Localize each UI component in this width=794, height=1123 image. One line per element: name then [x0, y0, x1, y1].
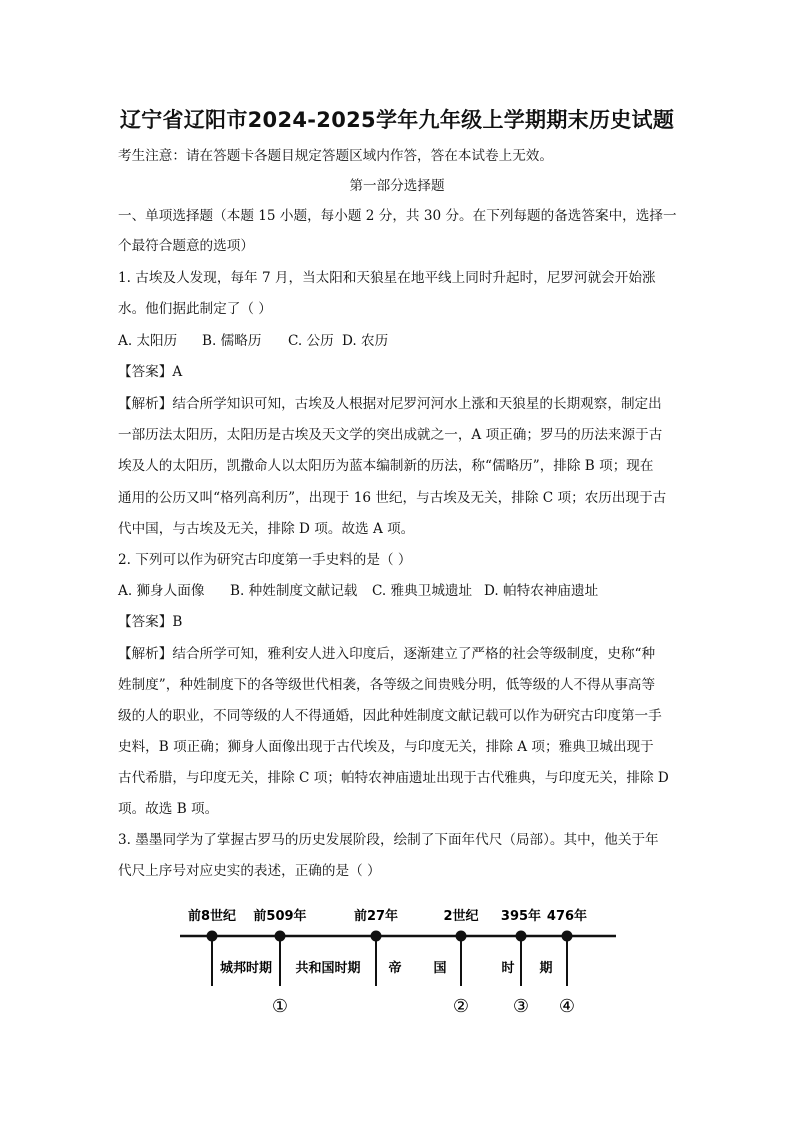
- q2-analysis-line: 史料，B 项正确；狮身人面像出现于古代埃及，与印度无关，排除 A 项；雅典卫城出现于: [118, 739, 654, 755]
- q2-analysis-line: 【解析】结合所学可知，雅利安人进入印度后，逐渐建立了严格的社会等级制度，史称“种: [118, 646, 656, 662]
- q2-analysis-line: 级的人的职业，不同等级的人不得通婚，因此种姓制度文献记载可以作为研究古印度第一手: [118, 708, 662, 724]
- q1-stem-line-2: 水。他们据此制定了（ ）: [118, 301, 272, 317]
- q1-options: [118, 331, 678, 351]
- timeline-marker: ④: [558, 996, 576, 1017]
- timeline-marker: ②: [452, 996, 470, 1017]
- q1-analysis-line: 通用的公历又叫“格列高利历”，出现于 16 世纪，与古埃及无关，排除 C 项；农历出现于古: [118, 490, 667, 506]
- q2-option-c: C. 雅典卫城遗址: [372, 583, 473, 599]
- q2-option-d: D. 帕特农神庙遗址: [484, 583, 599, 599]
- q1-stem-line-1: 1. 古埃及人发现，每年 7 月，当太阳和天狼星在地平线上同时升起时，尼罗河就会开始涨: [118, 270, 656, 286]
- timeline-period-label: 国: [433, 961, 447, 976]
- q2-stem: 2. 下列可以作为研究古印度第一手史料的是（ ）: [118, 552, 412, 568]
- q1-analysis-line: 代中国，与古埃及无关，排除 D 项。故选 A 项。: [118, 521, 415, 537]
- timeline-date-label: 395年: [500, 909, 542, 924]
- timeline-date-label: 前27年: [353, 909, 399, 924]
- q1-analysis-line: 一部历法太阳历，太阳历是古埃及天文学的突出成就之一，A 项正确；罗马的历法来源于古: [118, 427, 663, 443]
- q1-option-c: C. 公历: [288, 333, 334, 349]
- q2-options: [118, 581, 678, 601]
- q1-analysis-line: 【解析】结合所学知识可知，古埃及人根据对尼罗河河水上涨和天狼星的长期观察，制定出: [118, 396, 662, 412]
- q3-stem-line-1: 3. 墨墨同学为了掌握古罗马的历史发展阶段，绘制了下面年代尺（局部）。其中，他关于年: [118, 832, 659, 848]
- section-intro-line-1: 一、单项选择题（本题 15 小题，每小题 2 分，共 30 分。在下列每题的备选答案中，选择一: [118, 208, 677, 224]
- section-intro-line-2: 个最符合题意的选项）: [118, 238, 254, 254]
- timeline-date-label: 476年: [546, 909, 588, 924]
- q1-option-b: B. 儒略历: [202, 333, 262, 349]
- page-title: 辽宁省辽阳市2024-2025学年九年级上学期期末历史试题: [119, 108, 675, 132]
- q2-analysis-line: 古代希腊，与印度无关，排除 C 项；帕特农神庙遗址出现于古代雅典，与印度无关，排除 D: [118, 770, 669, 786]
- q1-answer: 【答案】A: [118, 364, 183, 380]
- q2-analysis-line: 姓制度”，种姓制度下的各等级世代相袭，各等级之间贵贱分明，低等级的人不得从事高等: [118, 677, 656, 693]
- exam-notice: 考生注意：请在答题卡各题目规定答题区域内作答，答在本试卷上无效。: [118, 148, 553, 164]
- q3-stem-line-2: 代尺上序号对应史实的表述，正确的是（ ）: [118, 863, 381, 879]
- timeline-period-label: 时: [501, 961, 515, 976]
- q2-analysis-line: 项。故选 B 项。: [118, 801, 219, 817]
- part-title: 第一部分选择题: [349, 178, 445, 194]
- q2-answer: 【答案】B: [118, 614, 183, 630]
- q1-option-a: A. 太阳历: [118, 333, 178, 349]
- timeline-period-label: 共和国时期: [295, 961, 361, 976]
- timeline-date-label: 前509年: [253, 909, 307, 924]
- roman-history-timeline: [170, 900, 630, 1030]
- timeline-period-label: 城邦时期: [219, 961, 273, 976]
- timeline-period-label: 期: [539, 961, 553, 976]
- q1-analysis-line: 埃及人的太阳历，凯撒命人以太阳历为蓝本编制新的历法，称“儒略历”，排除 B 项；现在: [118, 458, 654, 474]
- q2-option-a: A. 狮身人面像: [118, 583, 205, 599]
- timeline-period-label: 帝: [388, 961, 402, 976]
- q2-option-b: B. 种姓制度文献记载: [230, 583, 358, 599]
- timeline-date-label: 前8世纪: [187, 909, 237, 924]
- timeline-marker: ①: [271, 996, 289, 1017]
- timeline-date-label: 2世纪: [443, 909, 479, 924]
- timeline-marker: ③: [512, 996, 530, 1017]
- q1-option-d: D. 农历: [342, 333, 389, 349]
